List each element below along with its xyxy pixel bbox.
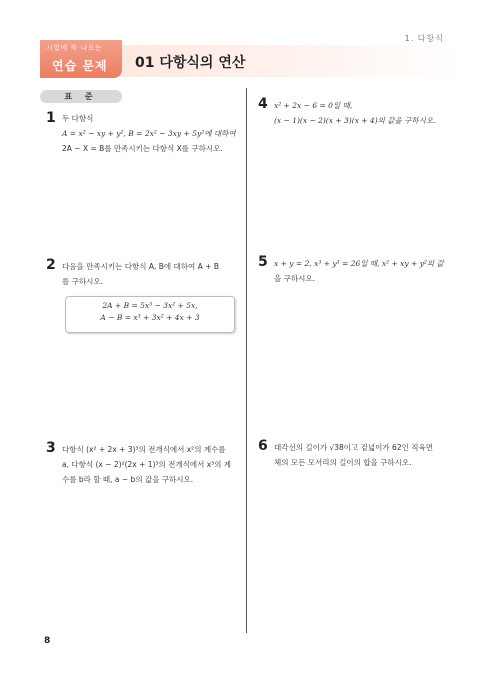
problem-3-number: 3 bbox=[46, 440, 56, 456]
column-divider bbox=[246, 88, 247, 633]
problem-4-line-2: (x − 1)(x − 2)(x + 3)(x + 4)의 값을 구하시오. bbox=[274, 116, 436, 125]
problem-2-text bbox=[62, 259, 242, 289]
problem-6-line-1: 대각선의 길이가 √38이고 겉넓이가 62인 직육면 bbox=[274, 443, 433, 452]
problem-3-line-1: 다항식 (x² + 2x + 3)³의 전개식에서 x²의 계수를 bbox=[62, 445, 226, 454]
problem-6-line-2: 체의 모든 모서리의 길이의 합을 구하시오. bbox=[274, 458, 412, 467]
problem-6-text bbox=[274, 440, 454, 470]
section-title: 01 다항식의 연산 bbox=[135, 55, 246, 71]
problem-1-line-3: 2A − X = B를 만족시키는 다항식 X를 구하시오. bbox=[62, 144, 223, 153]
problem-5-text bbox=[274, 256, 454, 286]
problem-5-line-2: 을 구하시오. bbox=[274, 274, 315, 283]
problem-4-number: 4 bbox=[258, 96, 268, 112]
problem-2-equation-1: 2A + B = 5x³ − 3x² + 5x, bbox=[102, 301, 198, 310]
problem-4-text bbox=[274, 98, 454, 128]
problem-3-line-3: 수를 b라 할 때, a − b의 값을 구하시오. bbox=[62, 475, 194, 484]
badge-title: 연습 문제 bbox=[52, 59, 108, 73]
problem-2-number: 2 bbox=[46, 257, 56, 273]
problem-1-text bbox=[62, 111, 242, 156]
problem-3-text bbox=[62, 442, 242, 487]
chapter-tag: 1. 다항식 bbox=[404, 34, 444, 43]
problem-1-number: 1 bbox=[46, 110, 56, 126]
problem-1-line-1: 두 다항식 bbox=[62, 114, 94, 123]
problem-2-line-2: 를 구하시오. bbox=[62, 277, 103, 286]
problem-2-line-1: 다음을 만족시키는 다항식 A, B에 대하여 A + B bbox=[62, 262, 219, 271]
problem-5-number: 5 bbox=[258, 254, 268, 270]
badge-subtitle: 시험에 꼭 나오는 bbox=[46, 44, 103, 52]
problem-2-equation-2: A − B = x³ + 3x² + 4x + 3 bbox=[100, 313, 200, 322]
problem-5-line-1: x + y = 2, x³ + y³ = 26일 때, x² + xy + y²의 값 bbox=[274, 259, 444, 268]
problem-3-line-2: a, 다항식 (x − 2)²(2x + 1)³의 전개식에서 x³의 계 bbox=[62, 460, 232, 469]
problem-1-line-2: A = x² − xy + y², B = 2x² − 3xy + 5y²에 대하여 bbox=[62, 129, 236, 138]
page-number: 8 bbox=[44, 636, 51, 646]
difficulty-label: 표 준 bbox=[40, 90, 122, 103]
problem-2-condition-box bbox=[65, 296, 235, 333]
problem-6-number: 6 bbox=[258, 438, 268, 454]
problem-4-line-1: x² + 2x − 6 = 0일 때, bbox=[274, 101, 353, 110]
